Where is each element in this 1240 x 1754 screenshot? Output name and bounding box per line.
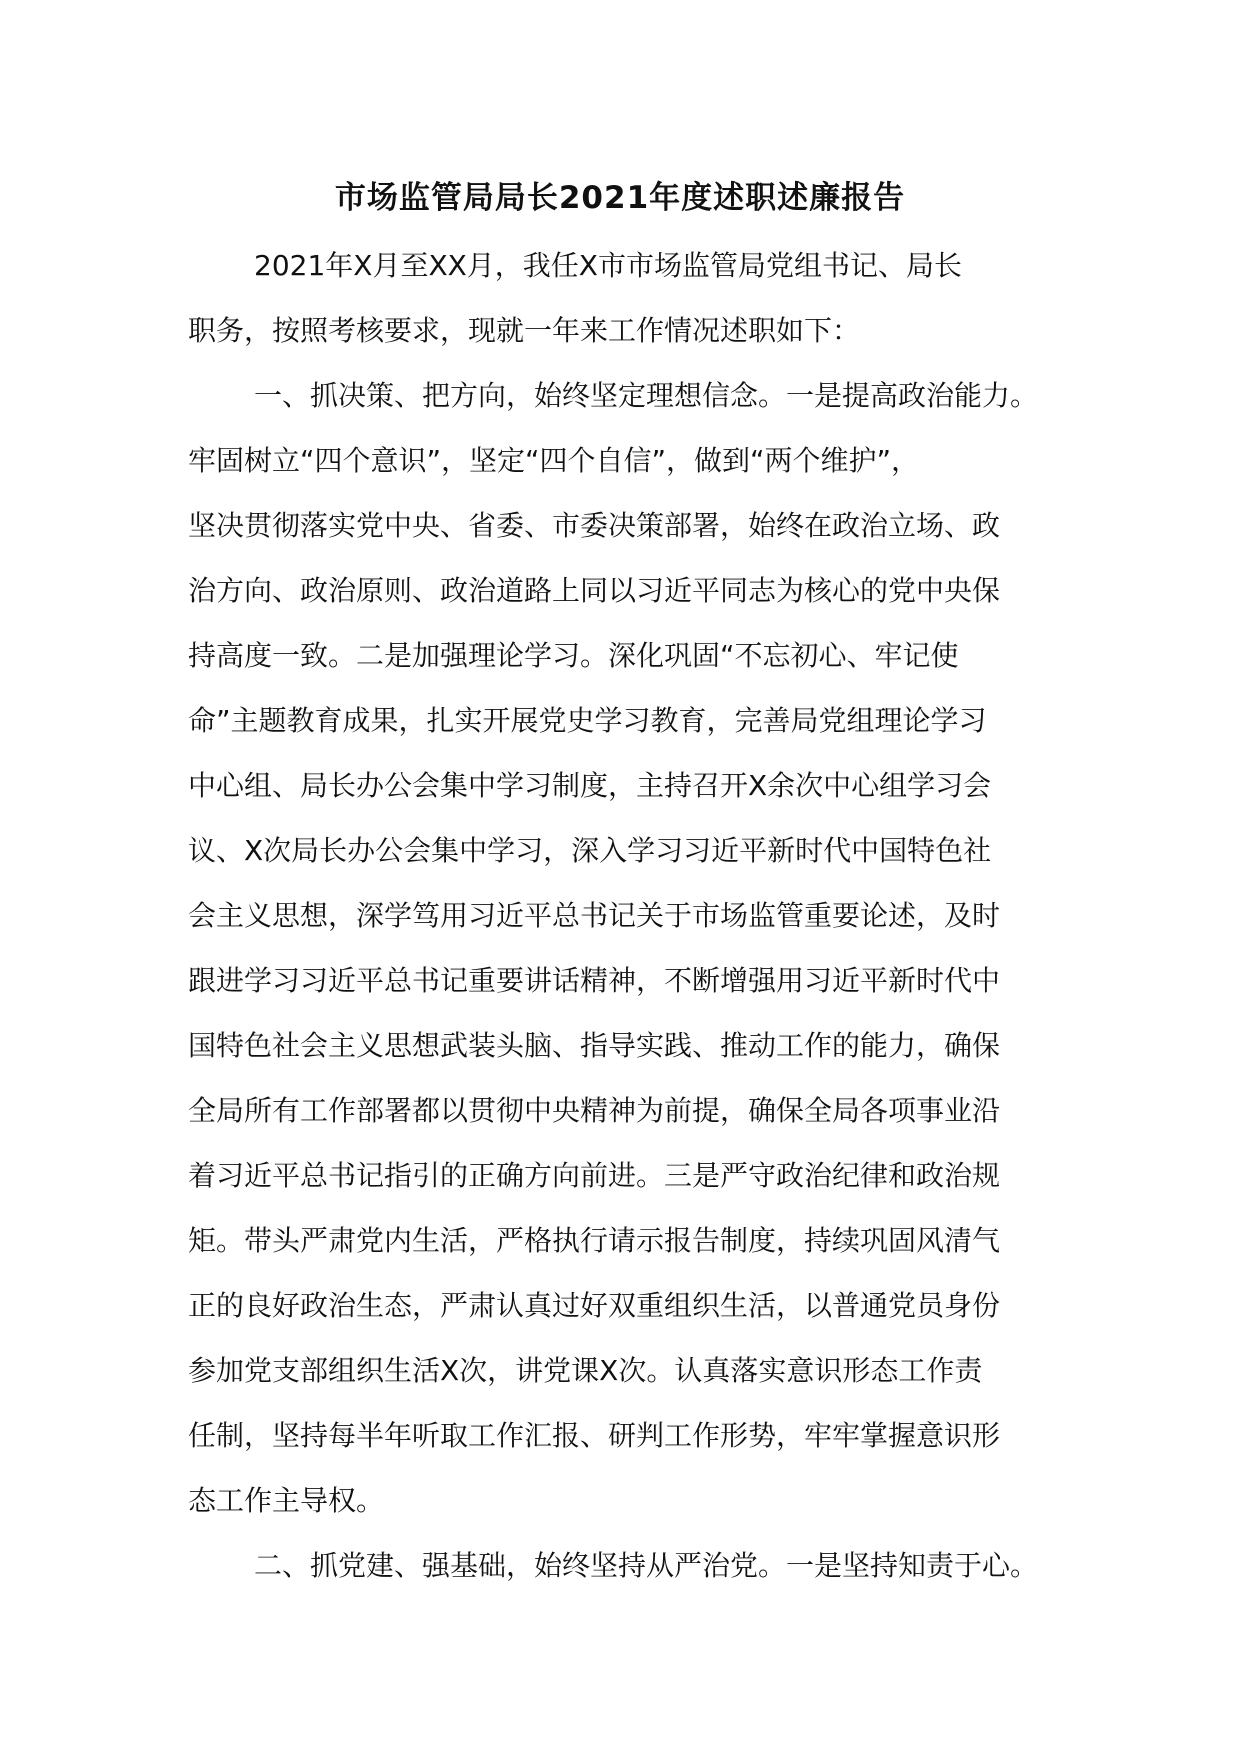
text-line: 正的良好政治生态，严肃认真过好双重组织生活，以普通党员身份	[188, 1289, 1001, 1322]
text-line: 会主义思想，深学笃用习近平总书记关于市场监管重要论述，及时	[188, 899, 1001, 932]
text-line: 坚决贯彻落实党中央、省委、市委决策部署，始终在政治立场、政	[188, 509, 1001, 542]
text-line: 国特色社会主义思想武装头脑、指导实践、推动工作的能力，确保	[188, 1029, 1001, 1062]
document-body	[188, 244, 1088, 1609]
text-line: 治方向、政治原则、政治道路上同以习近平同志为核心的党中央保	[188, 574, 1001, 607]
text-line: 中心组、局长办公会集中学习制度，主持召开X余次中心组学习会	[188, 769, 992, 802]
text-line: 二、抓党建、强基础，始终坚持从严治党。一是坚持知责于心。	[254, 1549, 1039, 1582]
text-line: 全局所有工作部署都以贯彻中央精神为前提，确保全局各项事业沿	[188, 1094, 1001, 1127]
text-line: 参加党支部组织生活X次，讲党课X次。认真落实意识形态工作责	[188, 1354, 983, 1387]
text-line: 跟进学习习近平总书记重要讲话精神，不断增强用习近平新时代中	[188, 964, 1001, 997]
text-line: 一、抓决策、把方向，始终坚定理想信念。一是提高政治能力。	[254, 379, 1039, 412]
text-line: 任制，坚持每半年听取工作汇报、研判工作形势，牢牢掌握意识形	[188, 1419, 1001, 1452]
text-line: 牢固树立“四个意识”，坚定“四个自信”，做到“两个维护”，	[188, 444, 920, 477]
text-line: 议、X次局长办公会集中学习，深入学习习近平新时代中国特色社	[188, 834, 992, 867]
text-line: 着习近平总书记指引的正确方向前进。三是严守政治纪律和政治规	[188, 1159, 1001, 1192]
text-line: 态工作主导权。	[188, 1484, 385, 1517]
document-title: 市场监管局局长2021年度述职述廉报告	[334, 180, 906, 216]
text-line: 矩。带头严肃党内生活，严格执行请示报告制度，持续巩固风清气	[188, 1224, 1001, 1257]
text-line: 持高度一致。二是加强理论学习。深化巩固“不忘初心、牢记使	[188, 639, 959, 672]
text-line: 2021年X月至XX月，我任X市市场监管局党组书记、局长	[254, 249, 962, 282]
text-line: 职务，按照考核要求，现就一年来工作情况述职如下：	[188, 314, 861, 347]
text-line: 命”主题教育成果，扎实开展党史学习教育，完善局党组理论学习	[188, 704, 987, 737]
